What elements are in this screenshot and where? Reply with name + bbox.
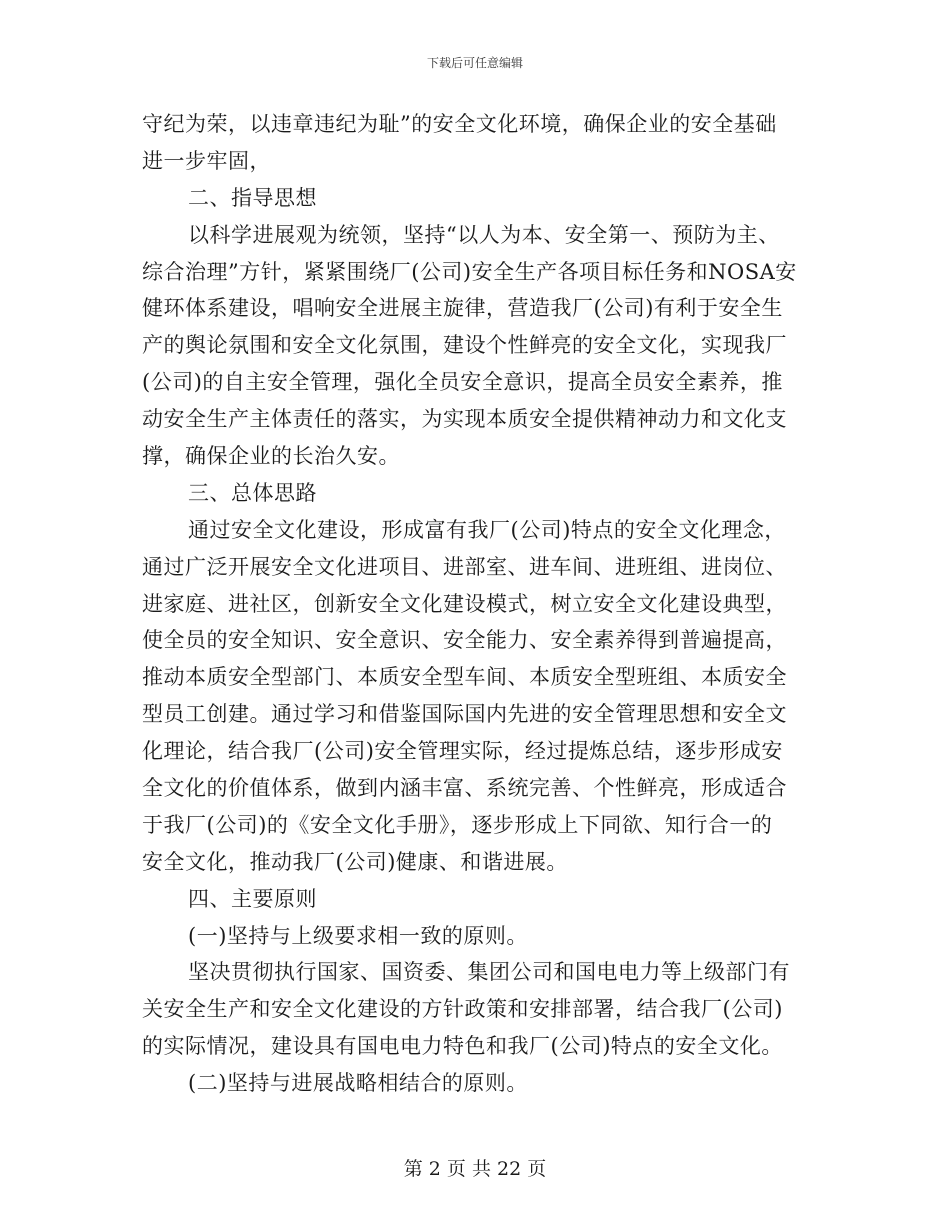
text-line: 四、主要原则: [188, 886, 317, 911]
text-line: (公司)的自主安全管理，强化全员安全意识，提高全员安全素养，推: [142, 370, 783, 395]
document-body: [142, 106, 802, 1102]
page-header: 下载后可任意编辑: [426, 56, 523, 70]
text-line: 综合治理”方针，紧紧围绕厂(公司)安全生产各项目标任务和NOSA安: [142, 259, 797, 284]
text-line: (二)坚持与进展战略相结合的原则。: [188, 1071, 528, 1096]
text-line: 推动本质安全型部门、本质安全型车间、本质安全型班组、本质安全: [142, 665, 787, 690]
text-line: 三、总体思路: [188, 480, 317, 505]
text-line: 产的舆论氛围和安全文化氛围，建设个性鲜亮的安全文化，实现我厂: [142, 333, 787, 358]
text-line: (一)坚持与上级要求相一致的原则。: [188, 923, 528, 948]
text-line: 全文化的价值体系，做到内涵丰富、系统完善、个性鲜亮，形成适合: [142, 776, 787, 801]
text-line: 坚决贯彻执行国家、国资委、集团公司和国电电力等上级部门有: [188, 960, 790, 985]
text-line: 化理论，结合我厂(公司)安全管理实际，经过提炼总结，逐步形成安: [142, 739, 783, 764]
text-line: 于我厂(公司)的《安全文化手册》，逐步形成上下同欲、知行合一的: [142, 812, 773, 837]
text-line: 以科学进展观为统领，坚持“以人为本、安全第一、预防为主、: [188, 222, 780, 247]
text-line: 安全文化，推动我厂(公司)健康、和谐进展。: [142, 849, 568, 874]
text-line: 通过广泛开展安全文化进项目、进部室、进车间、进班组、进岗位、: [142, 554, 787, 579]
text-line: 的实际情况，建设具有国电电力特色和我厂(公司)特点的安全文化。: [142, 1034, 783, 1059]
text-line: 进家庭、进社区，创新安全文化建设模式，树立安全文化建设典型，: [142, 591, 787, 616]
page-footer: 第 2 页 共 22 页: [403, 1158, 547, 1180]
text-line: 守纪为荣，以违章违纪为耻”的安全文化环境，确保企业的安全基础: [142, 112, 777, 136]
text-line: 二、指导思想: [188, 185, 317, 210]
text-line: 健环体系建设，唱响安全进展主旋律，营造我厂(公司)有利于安全生: [142, 296, 783, 321]
text-line: 关安全生产和安全文化建设的方针政策和安排部署，结合我厂(公司): [142, 997, 783, 1022]
text-line: 进一步牢固，: [142, 148, 271, 173]
text-line: 撑，确保企业的长治久安。: [142, 444, 400, 469]
text-line: 通过安全文化建设，形成富有我厂(公司)特点的安全文化理念，: [188, 517, 786, 542]
text-line: 使全员的安全知识、安全意识、安全能力、安全素养得到普遍提高，: [142, 628, 787, 653]
text-line: 型员工创建。通过学习和借鉴国际国内先进的安全管理思想和安全文: [142, 702, 787, 727]
text-line: 动安全生产主体责任的落实，为实现本质安全提供精神动力和文化支: [142, 407, 787, 432]
